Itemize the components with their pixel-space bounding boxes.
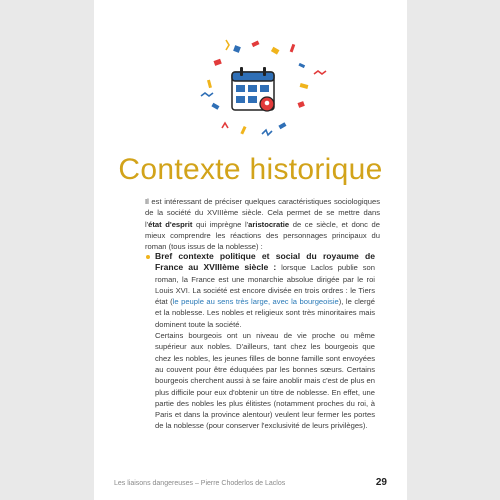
location-pin-icon — [260, 97, 274, 111]
page-number: 29 — [375, 477, 387, 488]
section-title: Contexte historique — [118, 153, 383, 186]
running-footer: Les liaisons dangereuses – Pierre Choderlos de Laclos — [114, 480, 286, 487]
intro-paragraph: Il est intéressant de préciser quelques caractéristiques sociologiques de la société du XVIIIème siècle. Cela permet de se mettre dans l'état d'esprit qui imprègne l'aristocratie de ce siècle, et donc de mieux comprendre les réactions des personnages principaux du roman (tous issus de la noblesse) : — [145, 197, 380, 252]
bullet-heading: Bref contexte politique et social du royaume de France au XVIIIème siècle : — [155, 251, 375, 273]
calendar-location-icon — [94, 0, 407, 160]
bullet-text: Bref contexte politique et social du royaume de France au XVIIIème siècle : lorsque Laclos publie son roman, la France est une monarchie absolue dirigée par le roi Louis XVI. La société est encore divisée en trois ordres : le Tiers état (le peuple au sens très large, avec la bourgeoisie), le clergé et la noblesse. Les nobles et religieux sont très minoritaires mais dominent toute la société. Certains bourgeois ont un niveau de vie proche ou même supérieur aux nobles. D'ailleurs, tant chez les bourgeois que chez les nobles, les jeunes filles de bonne famille sont envoyées au couvent pour être éduquées par les bonnes sœurs. Certains bourgeois cherchent aussi à se faire anoblir mais c'est de plus en plus difficile pour eux d'obtenir un titre de noblesse. En effet, une partie des nobles les plus élitistes (notamment proches du roi, à Paris et dans la province alentour) veulent leur fermer les portes de la noblesse (pour conserver l'exclusivité de leurs privilèges). — [155, 251, 375, 431]
book-page — [94, 0, 407, 500]
bullet-paragraph-2: Certains bourgeois ont un niveau de vie proche ou même supérieur aux nobles. D'ailleurs, tant chez les bourgeois que chez les nobles, les jeunes filles de bonne famille sont envoyées au couvent pour être éduquées par les bonnes sœurs. Certains bourgeois cherchent aussi à se faire anoblir mais c'est de plus en plus difficile pour eux d'obtenir un titre de noblesse. En effet, une partie des nobles les plus élitistes (notamment proches du roi, à Paris et dans la province alentour) veulent leur fermer les portes de la noblesse (pour conserver l'exclusivité de leurs privilèges). — [155, 331, 375, 431]
highlight-link: le peuple au sens très large, avec la bourgeoisie — [172, 297, 339, 307]
bullet-item — [145, 251, 385, 432]
bullet-dot — [146, 255, 150, 259]
